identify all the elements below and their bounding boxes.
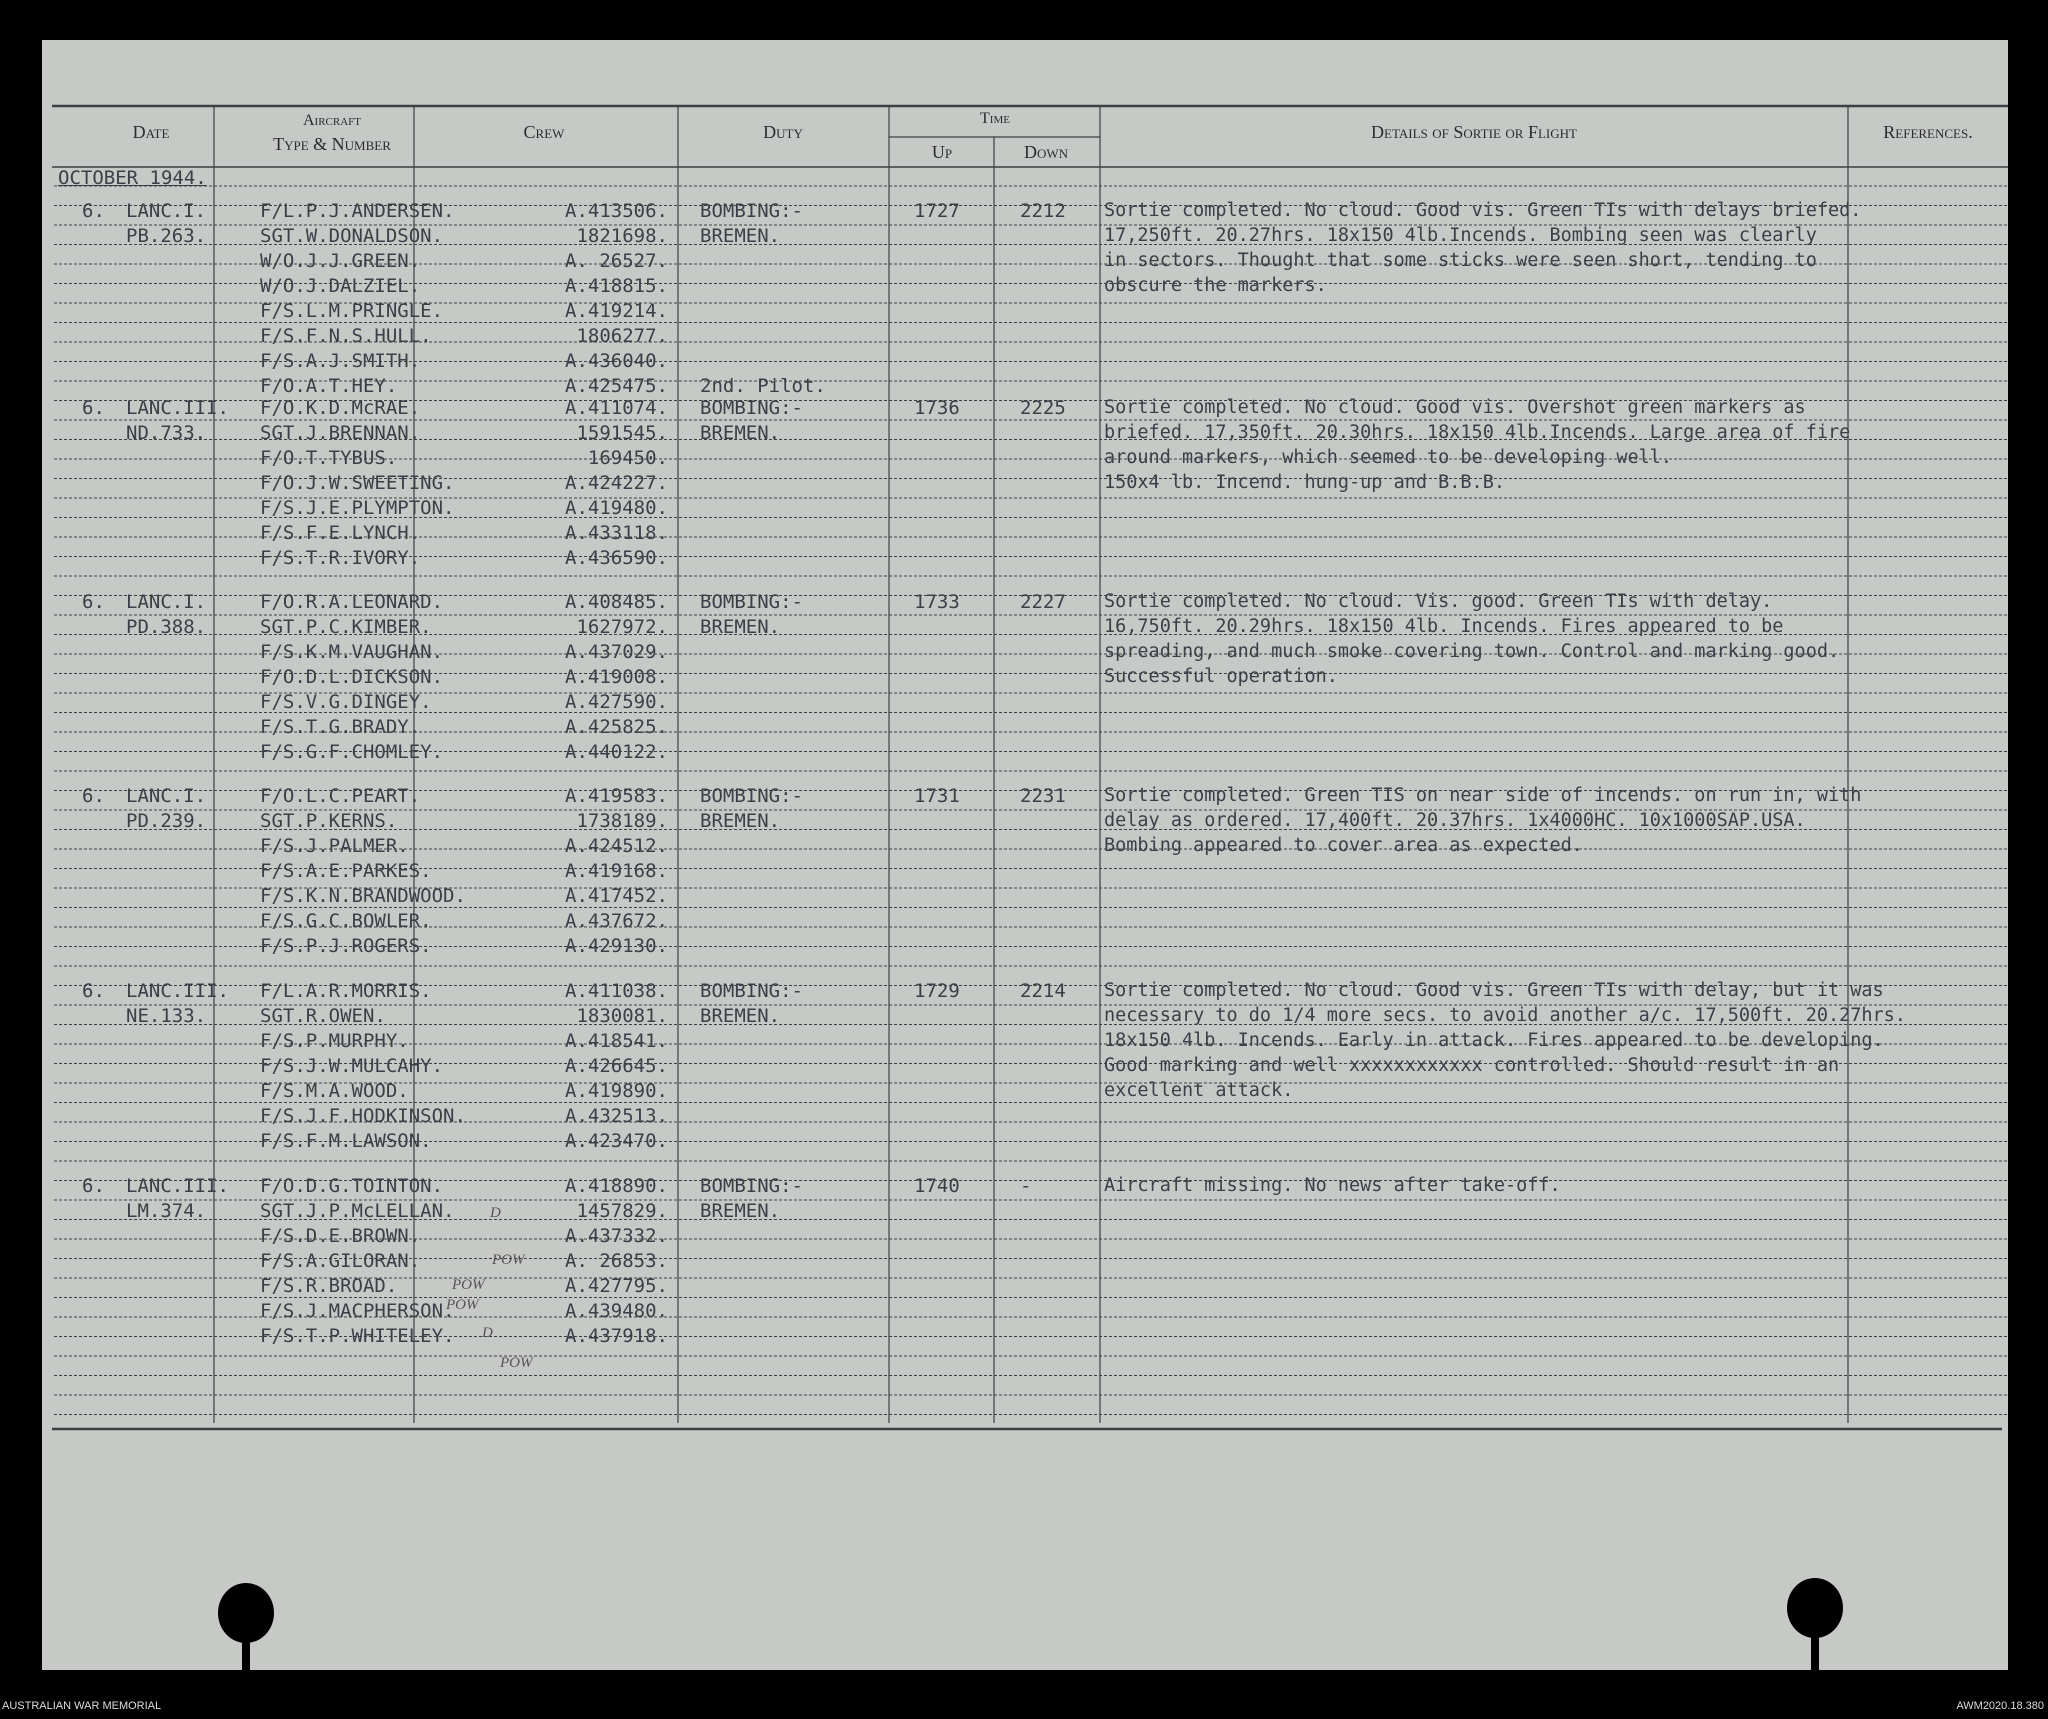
crew-name: F/S.J.W.MULCAHY. xyxy=(260,1055,444,1077)
crew-service-number: A. 26527. xyxy=(565,250,668,272)
crew-name: F/O.L.C.PEART. xyxy=(260,785,421,807)
crew-name: F/S.F.E.LYNCH. xyxy=(260,522,421,544)
crew-service-number: A.419480. xyxy=(565,497,668,519)
crew-service-number: A.424512. xyxy=(565,835,668,857)
header-aircraft-line1: Aircraft xyxy=(302,112,361,129)
footer-right-caption: AWM2020.18.380 xyxy=(1956,1700,2044,1712)
time-up: 1736 xyxy=(914,397,960,419)
sortie-details-line: Sortie completed. Green TIS on near side of incends. on run in, with xyxy=(1104,785,1862,806)
punch-hole-right xyxy=(1787,1578,1843,1638)
crew-service-number: A.425825. xyxy=(565,716,668,738)
duty-text: BOMBING:- xyxy=(700,980,803,1002)
duty-text: BOMBING:- xyxy=(700,1175,803,1197)
time-up: 1729 xyxy=(914,980,960,1002)
crew-service-number: 169450. xyxy=(587,447,668,469)
sortie-details-line: Sortie completed. No cloud. Good vis. Green TIs with delay, but it was xyxy=(1104,980,1884,1001)
entry-date: 6. xyxy=(82,785,105,807)
crew-name: SGT.W.DONALDSON. xyxy=(260,225,444,247)
crew-service-number: A.408485. xyxy=(565,591,668,613)
crew-service-number: A.437918. xyxy=(565,1325,668,1347)
crew-service-number: A.436590. xyxy=(565,547,668,569)
crew-name: SGT.J.P.McLELLAN. xyxy=(260,1200,455,1222)
sortie-details-line: Bombing appeared to cover area as expected. xyxy=(1104,835,1583,856)
time-down: - xyxy=(1020,1175,1032,1197)
time-up: 1731 xyxy=(914,785,960,807)
crew-service-number: A.418815. xyxy=(565,275,668,297)
crew-name: F/S.A.E.PARKES. xyxy=(260,860,432,882)
sortie-details-line: necessary to do 1/4 more secs. to avoid another a/c. 17,500ft. 20.27hrs. xyxy=(1104,1005,1906,1026)
header-details: Details of Sortie or Flight xyxy=(1371,122,1577,142)
crew-service-number: A.437029. xyxy=(565,641,668,663)
crew-service-number: 1738189. xyxy=(576,810,668,832)
crew-service-number: A.418890. xyxy=(565,1175,668,1197)
sortie-details-line: 150x4 lb. Incend. hung-up and B.B.B. xyxy=(1104,472,1505,493)
crew-service-number: A.424227. xyxy=(565,472,668,494)
crew-name: W/O.J.J.GREEN. xyxy=(260,250,421,272)
crew-name: F/S.T.R.IVORY. xyxy=(260,547,421,569)
sortie-details-line: Sortie completed. No cloud. Vis. good. Green TIs with delay. xyxy=(1104,591,1773,612)
crew-name: F/S.G.F.CHOMLEY. xyxy=(260,741,444,763)
aircraft-type-number: LANC.I. xyxy=(126,200,207,222)
entry-date: 6. xyxy=(82,980,105,1002)
entry-date: 6. xyxy=(82,397,105,419)
punch-hole-left xyxy=(218,1583,274,1643)
crew-service-number: 1830081. xyxy=(576,1005,668,1027)
duty-text: BREMEN. xyxy=(700,1005,781,1027)
sortie-details-line: Successful operation. xyxy=(1104,666,1338,687)
header-references: References. xyxy=(1883,122,1973,142)
sortie-details-line: excellent attack. xyxy=(1104,1080,1294,1101)
aircraft-type-number: PD.239. xyxy=(126,810,207,832)
sortie-details-line: in sectors. Thought that some sticks were seen short, tending to xyxy=(1104,250,1817,271)
crew-name: F/S.M.A.WOOD. xyxy=(260,1080,409,1102)
crew-service-number: A.411074. xyxy=(565,397,668,419)
crew-service-number: A.411038. xyxy=(565,980,668,1002)
crew-name: SGT.P.C.KIMBER. xyxy=(260,616,432,638)
crew-service-number: 1821698. xyxy=(576,225,668,247)
aircraft-type-number: LANC.III. xyxy=(126,980,229,1002)
crew-service-number: A.440122. xyxy=(565,741,668,763)
crew-name: F/O.R.A.LEONARD. xyxy=(260,591,444,613)
crew-service-number: A.419583. xyxy=(565,785,668,807)
duty-text: 2nd. Pilot. xyxy=(700,375,826,397)
sortie-details-line: Sortie completed. No cloud. Good vis. Overshot green markers as xyxy=(1104,397,1806,418)
aircraft-type-number: PB.263. xyxy=(126,225,207,247)
crew-name: F/S.R.BROAD. xyxy=(260,1275,398,1297)
crew-service-number: A.432513. xyxy=(565,1105,668,1127)
crew-name: F/S.F.M.LAWSON. xyxy=(260,1130,432,1152)
crew-name: F/S.A.GILORAN. xyxy=(260,1250,421,1272)
sortie-details-line: Sortie completed. No cloud. Good vis. Green TIs with delays briefed. xyxy=(1104,200,1862,221)
handwritten-annotation: POW xyxy=(446,1297,479,1313)
crew-service-number: A.419168. xyxy=(565,860,668,882)
crew-name: F/O.D.L.DICKSON. xyxy=(260,666,444,688)
crew-name: F/S.J.MACPHERSON. xyxy=(260,1300,455,1322)
time-up: 1733 xyxy=(914,591,960,613)
crew-service-number: A.419890. xyxy=(565,1080,668,1102)
sortie-details-line: delay as ordered. 17,400ft. 20.37hrs. 1x4000HC. 10x1000SAP.USA. xyxy=(1104,810,1806,831)
crew-service-number: A.437332. xyxy=(565,1225,668,1247)
crew-name: SGT.R.OWEN. xyxy=(260,1005,386,1027)
duty-text: BOMBING:- xyxy=(700,200,803,222)
time-up: 1727 xyxy=(914,200,960,222)
crew-service-number: A.436040. xyxy=(565,350,668,372)
time-down: 2214 xyxy=(1020,980,1066,1002)
time-down: 2231 xyxy=(1020,785,1066,807)
crew-service-number: A.437672. xyxy=(565,910,668,932)
sortie-details-line: obscure the markers. xyxy=(1104,275,1327,296)
crew-name: SGT.P.KERNS. xyxy=(260,810,398,832)
crew-service-number: 1806277. xyxy=(576,325,668,347)
crew-service-number: A.419214. xyxy=(565,300,668,322)
time-up: 1740 xyxy=(914,1175,960,1197)
crew-name: F/S.L.M.PRINGLE. xyxy=(260,300,444,322)
crew-name: F/S.G.C.BOWLER. xyxy=(260,910,432,932)
crew-name: F/L.A.R.MORRIS. xyxy=(260,980,432,1002)
crew-service-number: 1457829. xyxy=(576,1200,668,1222)
crew-name: F/S.P.MURPHY. xyxy=(260,1030,409,1052)
aircraft-type-number: LANC.III. xyxy=(126,397,229,419)
crew-name: F/S.J.PALMER. xyxy=(260,835,409,857)
time-down: 2212 xyxy=(1020,200,1066,222)
crew-name: F/O.T.TYBUS. xyxy=(260,447,398,469)
crew-name: W/O.J.DALZIEL. xyxy=(260,275,421,297)
duty-text: BREMEN. xyxy=(700,225,781,247)
crew-service-number: 1627972. xyxy=(576,616,668,638)
crew-name: F/S.P.J.ROGERS. xyxy=(260,935,432,957)
crew-service-number: A.427795. xyxy=(565,1275,668,1297)
crew-service-number: A.413506. xyxy=(565,200,668,222)
sortie-details-line: Good marking and well xxxxxxxxxxxx controlled. Should result in an xyxy=(1104,1055,1840,1076)
crew-service-number: A.433118. xyxy=(565,522,668,544)
header-time-up: Up xyxy=(931,142,953,162)
record-sheet xyxy=(42,40,2008,1670)
handwritten-annotation: POW xyxy=(492,1252,525,1268)
aircraft-type-number: NE.133. xyxy=(126,1005,207,1027)
header-aircraft-line2: Type & Number xyxy=(273,134,391,154)
aircraft-type-number: LANC.I. xyxy=(126,785,207,807)
month-heading: OCTOBER 1944. xyxy=(58,167,207,189)
duty-text: BREMEN. xyxy=(700,810,781,832)
handwritten-annotation: D xyxy=(490,1205,501,1221)
duty-text: BREMEN. xyxy=(700,1200,781,1222)
crew-service-number: A.439480. xyxy=(565,1300,668,1322)
header-time: Time xyxy=(980,110,1010,127)
handwritten-annotation: D xyxy=(482,1325,493,1341)
crew-service-number: A.418541. xyxy=(565,1030,668,1052)
crew-name: F/L.P.J.ANDERSEN. xyxy=(260,200,455,222)
crew-name: F/O.J.W.SWEETING. xyxy=(260,472,455,494)
handwritten-annotation: POW xyxy=(500,1355,533,1371)
header-crew: Crew xyxy=(523,122,565,142)
crew-service-number: 1591545. xyxy=(576,422,668,444)
time-down: 2225 xyxy=(1020,397,1066,419)
entry-date: 6. xyxy=(82,591,105,613)
aircraft-type-number: LANC.III. xyxy=(126,1175,229,1197)
sortie-details-line: Aircraft missing. No news after take-off. xyxy=(1104,1175,1561,1196)
crew-service-number: A.425475. xyxy=(565,375,668,397)
sortie-details-line: briefed. 17,350ft. 20.30hrs. 18x150 4lb.Incends. Large area of fire xyxy=(1104,422,1851,443)
entry-date: 6. xyxy=(82,1175,105,1197)
crew-name: F/S.K.M.VAUGHAN. xyxy=(260,641,444,663)
duty-text: BOMBING:- xyxy=(700,591,803,613)
duty-text: BOMBING:- xyxy=(700,785,803,807)
crew-service-number: A.427590. xyxy=(565,691,668,713)
sortie-details-line: 18x150 4lb. Incends. Early in attack. Fires appeared to be developing. xyxy=(1104,1030,1884,1051)
crew-name: F/S.K.N.BRANDWOOD. xyxy=(260,885,466,907)
time-down: 2227 xyxy=(1020,591,1066,613)
duty-text: BOMBING:- xyxy=(700,397,803,419)
crew-service-number: A. 26853. xyxy=(565,1250,668,1272)
footer-left-caption: AUSTRALIAN WAR MEMORIAL xyxy=(2,1700,162,1712)
aircraft-type-number: PD.388. xyxy=(126,616,207,638)
crew-name: F/O.A.T.HEY. xyxy=(260,375,398,397)
sortie-details-line: 16,750ft. 20.29hrs. 18x150 4lb. Incends. Fires appeared to be xyxy=(1104,616,1784,637)
crew-name: F/S.V.G.DINGEY. xyxy=(260,691,432,713)
crew-service-number: A.426645. xyxy=(565,1055,668,1077)
handwritten-annotation: POW xyxy=(452,1277,485,1293)
entry-date: 6. xyxy=(82,200,105,222)
crew-name: F/S.J.E.PLYMPTON. xyxy=(260,497,455,519)
header-date: Date xyxy=(132,122,170,142)
crew-name: F/S.J.F.HODKINSON. xyxy=(260,1105,466,1127)
crew-name: F/S.A.J.SMITH. xyxy=(260,350,421,372)
crew-name: F/S.F.N.S.HULL. xyxy=(260,325,432,347)
crew-name: F/S.D.E.BROWN. xyxy=(260,1225,421,1247)
aircraft-type-number: ND.733. xyxy=(126,422,207,444)
header-time-down: Down xyxy=(1023,142,1069,162)
sortie-details-line: spreading, and much smoke covering town. Control and marking good. xyxy=(1104,641,1840,662)
crew-name: F/S.T.P.WHITELEY. xyxy=(260,1325,455,1347)
duty-text: BREMEN. xyxy=(700,422,781,444)
crew-name: SGT.J.BRENNAN. xyxy=(260,422,421,444)
crew-name: F/S.T.G.BRADY. xyxy=(260,716,421,738)
crew-service-number: A.417452. xyxy=(565,885,668,907)
crew-service-number: A.429130. xyxy=(565,935,668,957)
duty-text: BREMEN. xyxy=(700,616,781,638)
crew-service-number: A.423470. xyxy=(565,1130,668,1152)
header-duty: Duty xyxy=(763,122,803,142)
sortie-details-line: around markers, which seemed to be developing well. xyxy=(1104,447,1673,468)
crew-name: F/O.K.D.McRAE. xyxy=(260,397,421,419)
aircraft-type-number: LANC.I. xyxy=(126,591,207,613)
crew-name: F/O.D.G.TOINTON. xyxy=(260,1175,444,1197)
crew-service-number: A.419008. xyxy=(565,666,668,688)
aircraft-type-number: LM.374. xyxy=(126,1200,207,1222)
sortie-details-line: 17,250ft. 20.27hrs. 18x150 4lb.Incends. Bombing seen was clearly xyxy=(1104,225,1817,246)
